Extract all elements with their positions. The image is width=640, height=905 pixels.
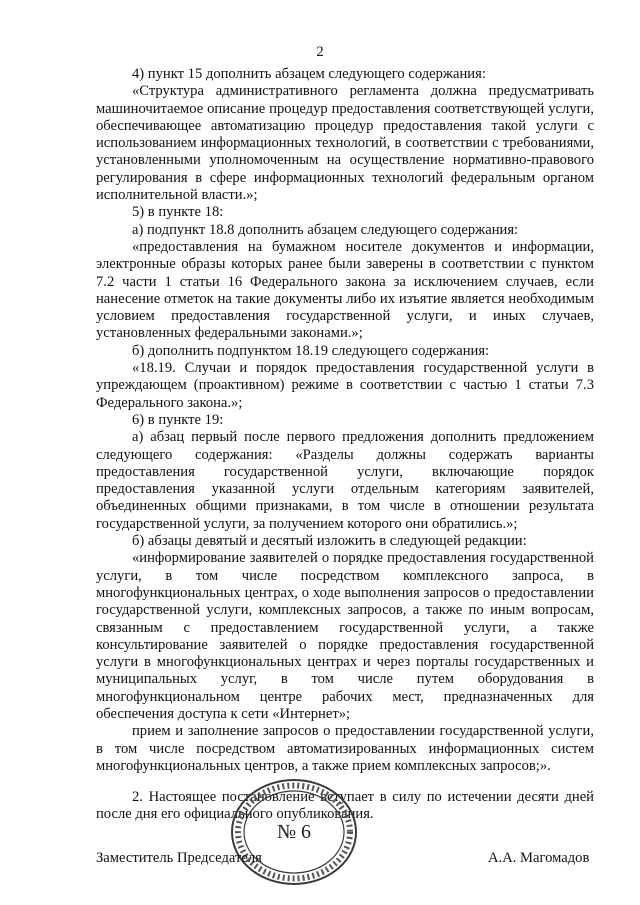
official-stamp-icon: [226, 772, 362, 888]
signatory-name: А.А. Магомадов: [488, 850, 590, 866]
paragraph: а) абзац первый после первого предложения дополнить предложением следующего содержания: «Разделы должны содержать варианты предоставления государственной услуги, включающие порядок предоставления указанной услуги отдельным категориям заявителей, объединенных общими признаками, в том числе в отношении результата государственной услуги, за получением которого они обратились.»;: [96, 429, 594, 532]
signatory-role: Заместитель Председателя: [96, 850, 262, 866]
paragraph: 5) в пункте 18:: [132, 204, 224, 221]
paragraph: «18.19. Случаи и порядок предоставления государственной услуги в упреждающем (проактивном) режиме в соответствии с частью 1 статьи 7.3 Федерального закона.»;: [96, 360, 594, 411]
paragraph: б) абзацы девятый и десятый изложить в следующей редакции:: [132, 533, 527, 550]
document-body: [96, 66, 594, 824]
paragraph: б) дополнить подпунктом 18.19 следующего содержания:: [132, 342, 490, 359]
paragraph: «информирование заявителей о порядке предоставления государственной услуги, в том числе посредством комплексного запроса, в многофункциональных центрах, о ходе выполнения запросов о предоставлении государственной услуги, комплексных запросов, а также по иным вопросам, связанным с предоставлением государственной услуги, а также консультирование заявителей о порядке предоставления государственной услуги в многофункциональных центрах и через порталы государственных и муниципальных услуг, в том числе путем оборудования в многофункциональном центре рабочих мест, предназначенных для обеспечения доступа к сети «Интернет»;: [96, 550, 594, 722]
paragraph: 2. Настоящее постановление вступает в силу по истечении десяти дней после дня его официального опубликования.: [96, 789, 594, 823]
paragraph: а) подпункт 18.8 дополнить абзацем следующего содержания:: [132, 221, 519, 238]
paragraph: «предоставления на бумажном носителе документов и информации, электронные образы которых ранее были заверены в соответствии с пунктом 7.2 части 1 статьи 16 Федерального закона за исключением случаев, если нанесение отметок на такие документы либо их изъятие является необходимым условием предоставления государственной услуги, и иных случаев, установленных федеральными законами.»;: [96, 238, 594, 342]
paragraph: 4) пункт 15 дополнить абзацем следующего содержания:: [132, 66, 486, 82]
stamp-number: № 6: [276, 821, 312, 843]
paragraph: 6) в пункте 19:: [132, 411, 224, 428]
paragraph: прием и заполнение запросов о предоставлении государственной услуги, в том числе посредством автоматизированных информационных систем многофункциональных центров, а также прием комплексных запросов;».: [96, 723, 594, 774]
page-number: 2: [316, 44, 324, 60]
paragraph: «Структура административного регламента должна предусматривать машиночитаемое описание процедур предоставления соответствующей услуги, обеспечивающее автоматизацию процедур предоставления такой услуги с использованием информационных технологий, в соответствии с требованиями, установленными уполномоченным на осуществление нормативно-правового регулирования в сфере информационных технологий федеральным органом исполнительной власти.»;: [96, 83, 594, 204]
